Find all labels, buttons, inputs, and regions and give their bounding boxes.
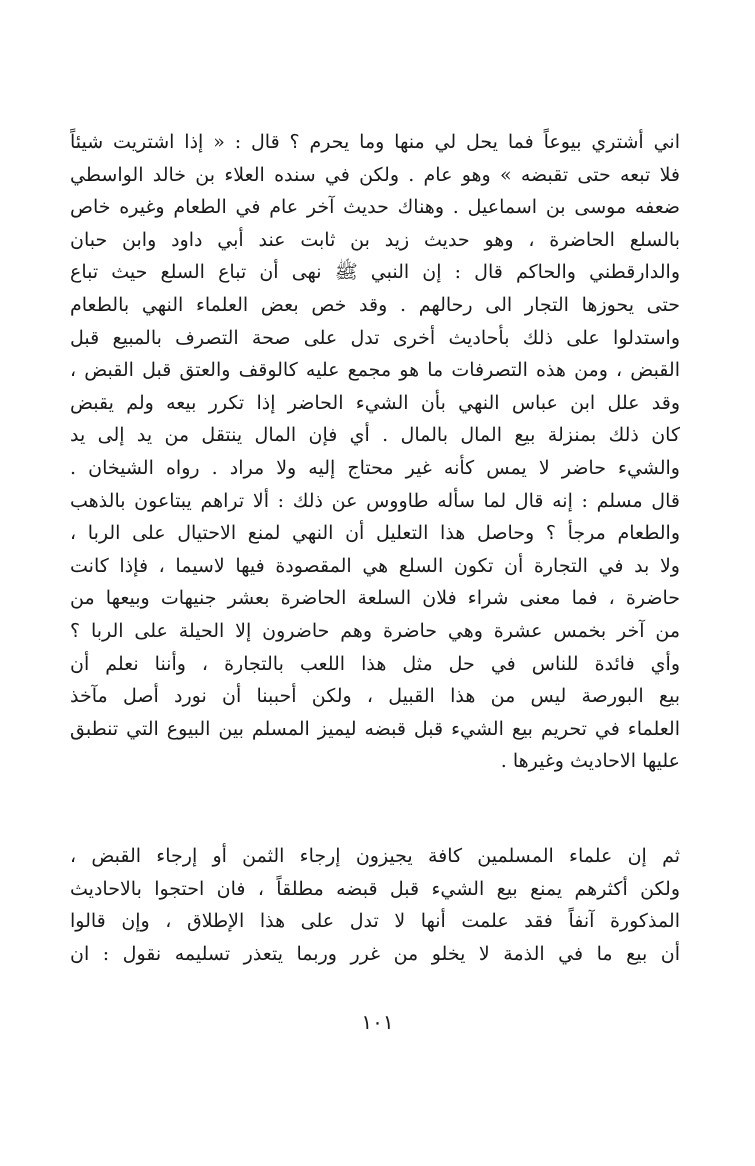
text-line: أن بيع ما في الذمة لا يخلو من غرر وربما يتعذر تسليمه نقول : ان bbox=[70, 942, 680, 965]
text-line: ثم إن علماء المسلمين كافة يجيزون إرجاء الثمن أو إرجاء القبض ، bbox=[70, 845, 680, 867]
text-line: بيع البورصة ليس من هذا القبيل ، ولكن أحببنا أن نورد أصل مآخذ bbox=[70, 685, 680, 708]
text-line: واستدلوا على ذلك بأحاديث أخرى تدل على صحة التصرف بالمبيع قبل bbox=[70, 326, 680, 349]
text-line: فلا تبعه حتى تقبضه » وهو عام . ولكن في سنده العلاء بن خالد الواسطي bbox=[70, 163, 680, 186]
text-line: والدارقطني والحاكم قال : إن النبي ﷺ نهى أن تباع السلع حيث تباع bbox=[70, 261, 680, 284]
text-line: المذكورة آنفاً فقد علمت أنها لا تدل على هذا الإطلاق ، وإن قالوا bbox=[70, 910, 680, 933]
text-line: العلماء في تحريم بيع الشيء قبل قبضه ليميز المسلم بين البيوع التي تنطبق bbox=[70, 717, 680, 740]
text-line: حتى يحوزها التجار الى رحالهم . وقد خص بعض العلماء النهي بالطعام bbox=[70, 293, 680, 316]
text-line: من آخر بخمس عشرة وهي حاضرة وهم حاضرون إلا الحيلة على الربا ؟ bbox=[70, 619, 680, 642]
text-line: وقد علل ابن عباس النهي بأن الشيء الحاضر إذا تكرر بيعه ولم يقبض bbox=[70, 391, 680, 414]
paragraph-2 bbox=[70, 840, 680, 970]
page-number: ١٠١ bbox=[361, 1010, 394, 1034]
text-line: عليها الاحاديث وغيرها . bbox=[500, 750, 680, 773]
text-line: والشيء حاضر لا يمس كأنه غير محتاج إليه ولا مراد . رواه الشيخان . bbox=[70, 456, 680, 479]
text-line: والطعام مرجأ ؟ وحاصل هذا التعليل أن النهي لمنع الاحتيال على الربا ، bbox=[70, 522, 680, 545]
text-line: وأي فائدة للناس في حل مثل هذا اللعب بالتجارة ، وأننا نعلم أن bbox=[70, 652, 680, 675]
text-line: حاضرة ، فما معنى شراء فلان السلعة الحاضرة بعشر جنيهات وبيعها من bbox=[70, 587, 680, 610]
text-line: اني أشتري بيوعاً فما يحل لي منها وما يحرم ؟ قال : « إذا اشتريت شيئاً bbox=[70, 131, 680, 153]
text-line: ولا بد في التجارة أن تكون السلع هي المقصودة فيها لاسيما ، فإذا كانت bbox=[70, 554, 680, 577]
paragraph-1 bbox=[70, 126, 680, 778]
text-line: ضعفه موسى بن اسماعيل . وهناك حديث آخر عام في الطعام وغيره خاص bbox=[70, 196, 680, 219]
text-line: بالسلع الحاضرة ، وهو حديث زيد بن ثابت عند أبي داود وابن حبان bbox=[70, 228, 680, 251]
text-line: القبض ، ومن هذه التصرفات ما هو مجمع عليه كالوقف والعتق قبل القبض ، bbox=[70, 359, 680, 382]
text-line: قال مسلم : إنه قال لما سأله طاووس عن ذلك : ألا تراهم يبتاعون بالذهب bbox=[70, 489, 680, 512]
text-line: كان ذلك بمنزلة بيع المال بالمال . أي فإن المال ينتقل من يد إلى يد bbox=[70, 424, 680, 447]
text-line: ولكن أكثرهم يمنع بيع الشيء قبل قبضه مطلقاً ، فان احتجوا بالاحاديث bbox=[70, 877, 680, 900]
